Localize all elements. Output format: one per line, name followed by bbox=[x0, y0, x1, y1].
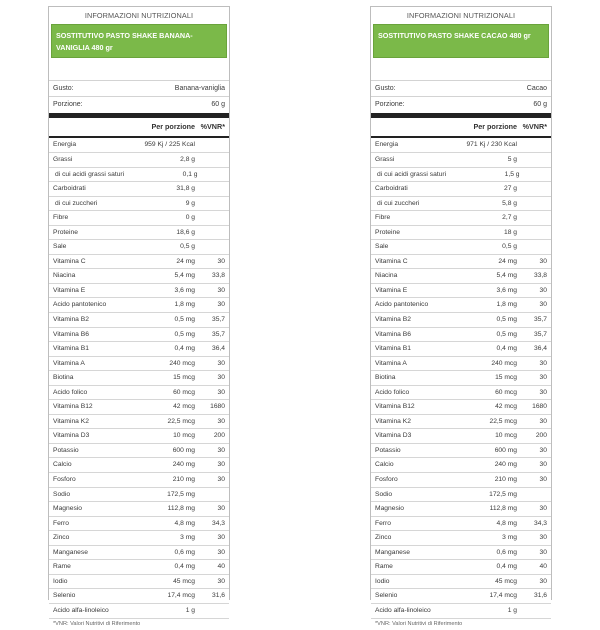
nutrient-value: 10 mcg bbox=[495, 432, 517, 440]
nutrient-name: Acido folico bbox=[375, 388, 410, 396]
nutrient-row bbox=[49, 255, 229, 270]
nutrient-name: Iodio bbox=[375, 577, 390, 585]
nutrient-name: Magnesio bbox=[375, 505, 404, 513]
porzione-label: Porzione: bbox=[53, 101, 83, 108]
nutrient-vnr: 30 bbox=[217, 534, 225, 542]
nutrient-name: Fosforo bbox=[53, 476, 76, 484]
nutrient-vnr: 30 bbox=[217, 374, 225, 382]
nutrient-name: di cui acidi grassi saturi bbox=[377, 170, 447, 178]
nutrient-value: 0,5 g bbox=[180, 243, 195, 251]
col-per-porzione: Per porzione bbox=[151, 122, 195, 131]
nutrient-value: 18,6 g bbox=[176, 228, 195, 236]
nutrient-value: 24 mg bbox=[498, 257, 517, 265]
nutrient-vnr: 36,4 bbox=[211, 345, 225, 353]
nutrient-name: Acido folico bbox=[53, 388, 88, 396]
column-header bbox=[49, 118, 229, 138]
nutrient-value: 240 mcg bbox=[169, 359, 195, 367]
nutrient-name: Vitamina E bbox=[53, 286, 86, 294]
nutrient-value: 0,5 mg bbox=[496, 330, 517, 338]
nutrient-value: 31,8 g bbox=[176, 185, 195, 193]
nutrient-value: 2,7 g bbox=[502, 214, 517, 222]
nutrient-name: Magnesio bbox=[53, 505, 82, 513]
column-header bbox=[371, 118, 551, 138]
nutrient-value: 1,8 mg bbox=[496, 301, 517, 309]
nutrient-value: 3,6 mg bbox=[496, 286, 517, 294]
nutrient-row bbox=[371, 342, 551, 357]
nutrient-row bbox=[49, 211, 229, 226]
nutrient-vnr: 36,4 bbox=[533, 345, 547, 353]
nutrient-vnr: 30 bbox=[217, 417, 225, 425]
nutrient-vnr: 35,7 bbox=[533, 316, 547, 324]
nutrient-vnr: 34,3 bbox=[533, 519, 547, 527]
nutrient-name: Vitamina C bbox=[375, 257, 408, 265]
nutrient-name: Calcio bbox=[375, 461, 394, 469]
nutrient-row bbox=[49, 517, 229, 532]
nutrient-row bbox=[49, 182, 229, 197]
porzione-value: 60 g bbox=[533, 101, 547, 108]
nutrient-vnr bbox=[198, 168, 230, 182]
nutrient-name: Vitamina E bbox=[375, 286, 408, 294]
nutrient-row bbox=[49, 357, 229, 372]
nutrient-value: 0,5 g bbox=[502, 243, 517, 251]
nutrient-row bbox=[49, 197, 229, 212]
nutrient-vnr bbox=[517, 488, 551, 502]
gusto-row bbox=[49, 80, 229, 96]
nutrient-value: 3 mg bbox=[180, 534, 195, 542]
nutrient-value: 240 mcg bbox=[491, 359, 517, 367]
nutrient-row bbox=[49, 269, 229, 284]
nutrient-value: 0,1 g bbox=[182, 170, 198, 178]
nutrient-row bbox=[371, 371, 551, 386]
nutrient-row bbox=[371, 269, 551, 284]
nutrient-value: 0,5 mg bbox=[174, 330, 195, 338]
nutrient-vnr: 31,6 bbox=[533, 592, 547, 600]
nutrient-row bbox=[371, 473, 551, 488]
nutrient-name: Proteine bbox=[375, 228, 400, 236]
nutrition-panel-cacao bbox=[370, 6, 552, 627]
nutrient-vnr: 30 bbox=[539, 577, 547, 585]
nutrient-vnr: 30 bbox=[217, 446, 225, 454]
nutrient-row bbox=[49, 604, 229, 619]
nutrient-value: 9 g bbox=[185, 199, 195, 207]
nutrient-row bbox=[371, 240, 551, 255]
nutrient-vnr: 35,7 bbox=[211, 330, 225, 338]
nutrient-row bbox=[371, 546, 551, 561]
nutrient-value: 1,5 g bbox=[504, 170, 520, 178]
nutrient-value: 22,5 mcg bbox=[167, 417, 195, 425]
nutrient-row bbox=[49, 298, 229, 313]
nutrient-name: Ferro bbox=[53, 519, 69, 527]
nutrient-vnr bbox=[517, 182, 551, 196]
nutrient-name: Potassio bbox=[53, 446, 79, 454]
nutrient-row bbox=[371, 168, 551, 183]
col-per-porzione: Per porzione bbox=[473, 122, 517, 131]
nutrient-name: Energia bbox=[375, 141, 399, 148]
nutrient-vnr bbox=[195, 226, 229, 240]
nutrient-row bbox=[371, 575, 551, 590]
nutrient-value: 112,8 mg bbox=[167, 505, 195, 513]
nutrient-vnr: 40 bbox=[217, 563, 225, 571]
nutrient-value: 15 mcg bbox=[173, 374, 195, 382]
nutrient-name: Vitamina B2 bbox=[375, 316, 411, 324]
nutrient-vnr: 30 bbox=[539, 388, 547, 396]
nutrient-row bbox=[49, 342, 229, 357]
nutrient-vnr: 30 bbox=[539, 417, 547, 425]
nutrient-vnr: 30 bbox=[217, 388, 225, 396]
nutrient-row bbox=[371, 502, 551, 517]
nutrient-name: Proteine bbox=[53, 228, 78, 236]
nutrient-vnr bbox=[517, 153, 551, 167]
nutrient-rows bbox=[49, 138, 229, 619]
col-vnr: %VNR* bbox=[522, 122, 547, 131]
nutrient-name: Ferro bbox=[375, 519, 391, 527]
nutrient-value: 1 g bbox=[185, 606, 195, 614]
nutrient-value: 27 g bbox=[503, 185, 517, 193]
nutrient-value: 0,4 mg bbox=[174, 345, 195, 353]
nutrient-row bbox=[371, 429, 551, 444]
nutrient-name: Carboidrati bbox=[53, 185, 86, 193]
nutrient-vnr: 30 bbox=[539, 301, 547, 309]
nutrient-row bbox=[371, 589, 551, 604]
porzione-row bbox=[371, 96, 551, 118]
nutrient-name: Rame bbox=[375, 563, 393, 571]
nutrient-row bbox=[49, 168, 229, 183]
nutrient-value: 172,5 mg bbox=[167, 490, 195, 498]
porzione-value: 60 g bbox=[211, 101, 225, 108]
nutrient-vnr bbox=[195, 604, 229, 618]
product-title: SOSTITUTIVO PASTO SHAKE CACAO 480 gr bbox=[373, 24, 549, 58]
nutrient-name: Grassi bbox=[375, 156, 395, 163]
nutrient-name: di cui acidi grassi saturi bbox=[55, 170, 125, 178]
nutrient-name: Vitamina C bbox=[53, 257, 86, 265]
nutrient-name: Fibre bbox=[375, 214, 391, 222]
nutrient-row bbox=[371, 604, 551, 619]
nutrient-value: 0,6 mg bbox=[496, 548, 517, 556]
nutrient-vnr: 40 bbox=[539, 563, 547, 571]
nutrient-value: 0,4 mg bbox=[496, 345, 517, 353]
nutrient-name: Fibre bbox=[53, 214, 69, 222]
nutrient-vnr: 30 bbox=[539, 476, 547, 484]
nutrient-vnr: 1680 bbox=[532, 403, 547, 411]
nutrient-vnr bbox=[517, 197, 551, 211]
nutrient-vnr bbox=[195, 211, 229, 225]
nutrient-row bbox=[371, 197, 551, 212]
nutrient-value: 17,4 mcg bbox=[167, 592, 195, 600]
nutrient-name: Vitamina B6 bbox=[375, 330, 411, 338]
nutrient-name: Selenio bbox=[375, 592, 398, 600]
nutrient-row bbox=[371, 560, 551, 575]
nutrient-row bbox=[49, 589, 229, 604]
nutrient-value: 3,6 mg bbox=[174, 286, 195, 294]
nutrient-value: 0,4 mg bbox=[496, 563, 517, 571]
nutrient-row bbox=[371, 182, 551, 197]
nutrient-vnr: 30 bbox=[539, 461, 547, 469]
nutrient-value: 959 Kj / 225 Kcal bbox=[144, 141, 195, 148]
nutrient-vnr bbox=[195, 153, 229, 167]
nutrient-value: 5,4 mg bbox=[174, 272, 195, 280]
nutrient-value: 2,8 g bbox=[180, 156, 195, 163]
nutrient-name: Selenio bbox=[53, 592, 76, 600]
nutrient-value: 210 mg bbox=[494, 476, 517, 484]
nutrient-name: Acido pantotenico bbox=[53, 301, 107, 309]
nutrient-vnr bbox=[520, 168, 552, 182]
nutrient-vnr bbox=[195, 488, 229, 502]
nutrient-row bbox=[371, 153, 551, 168]
nutrient-name: Vitamina B2 bbox=[53, 316, 89, 324]
nutrient-value: 15 mcg bbox=[495, 374, 517, 382]
nutrient-value: 600 mg bbox=[494, 446, 517, 454]
nutrient-row bbox=[49, 153, 229, 168]
nutrient-row bbox=[49, 313, 229, 328]
nutrient-name: Iodio bbox=[53, 577, 68, 585]
nutrient-vnr: 200 bbox=[213, 432, 225, 440]
nutrient-value: 0 g bbox=[185, 214, 195, 222]
nutrient-row bbox=[49, 328, 229, 343]
nutrient-value: 0,5 mg bbox=[174, 316, 195, 324]
nutrient-vnr: 30 bbox=[217, 577, 225, 585]
nutrient-name: Vitamina D3 bbox=[53, 432, 90, 440]
nutrient-vnr: 33,8 bbox=[533, 272, 547, 280]
nutrient-value: 42 mcg bbox=[173, 403, 195, 411]
nutrient-row bbox=[49, 560, 229, 575]
nutrient-vnr: 1680 bbox=[210, 403, 225, 411]
nutrient-row bbox=[371, 444, 551, 459]
nutrition-panel-banana bbox=[48, 6, 230, 627]
nutrient-value: 45 mcg bbox=[173, 577, 195, 585]
nutrient-row bbox=[49, 488, 229, 503]
nutrient-vnr bbox=[517, 240, 551, 254]
nutrient-value: 18 g bbox=[503, 228, 517, 236]
nutrient-vnr bbox=[195, 182, 229, 196]
nutrient-row bbox=[49, 284, 229, 299]
gusto-label: Gusto: bbox=[375, 85, 396, 92]
nutrient-vnr: 30 bbox=[539, 505, 547, 513]
nutrient-name: Sodio bbox=[53, 490, 71, 498]
porzione-row bbox=[49, 96, 229, 118]
nutrient-row bbox=[371, 386, 551, 401]
nutrient-name: Vitamina B1 bbox=[375, 345, 411, 353]
nutrient-value: 112,8 mg bbox=[489, 505, 517, 513]
nutrient-vnr: 30 bbox=[217, 548, 225, 556]
nutrient-value: 172,5 mg bbox=[489, 490, 517, 498]
nutrient-name: Vitamina B6 bbox=[53, 330, 89, 338]
nutrient-vnr: 34,3 bbox=[211, 519, 225, 527]
nutrient-row bbox=[371, 531, 551, 546]
nutrient-row bbox=[49, 502, 229, 517]
nutrient-vnr bbox=[517, 138, 551, 152]
nutrient-name: Niacina bbox=[375, 272, 398, 280]
nutrient-row bbox=[49, 458, 229, 473]
nutrient-name: Vitamina D3 bbox=[375, 432, 412, 440]
nutrient-value: 22,5 mcg bbox=[489, 417, 517, 425]
nutrient-value: 240 mg bbox=[494, 461, 517, 469]
nutrient-name: Acido alfa-linoleico bbox=[53, 606, 109, 614]
nutrient-vnr: 30 bbox=[539, 374, 547, 382]
nutrient-name: Vitamina A bbox=[375, 359, 407, 367]
col-vnr: %VNR* bbox=[200, 122, 225, 131]
nutrient-value: 0,6 mg bbox=[174, 548, 195, 556]
gusto-row bbox=[371, 80, 551, 96]
nutrient-name: Manganese bbox=[53, 548, 88, 556]
nutrient-value: 3 mg bbox=[502, 534, 517, 542]
nutrient-row bbox=[49, 386, 229, 401]
nutrient-value: 210 mg bbox=[172, 476, 195, 484]
nutrient-rows bbox=[371, 138, 551, 619]
nutrient-value: 24 mg bbox=[176, 257, 195, 265]
panel-header: INFORMAZIONI NUTRIZIONALI bbox=[84, 11, 194, 20]
nutrient-vnr: 30 bbox=[539, 534, 547, 542]
nutrient-name: Energia bbox=[53, 141, 77, 148]
nutrient-name: Sodio bbox=[375, 490, 393, 498]
nutrient-vnr: 30 bbox=[217, 286, 225, 294]
nutrient-name: Sale bbox=[375, 243, 389, 251]
nutrient-row bbox=[371, 138, 551, 153]
nutrient-value: 600 mg bbox=[172, 446, 195, 454]
nutrient-value: 0,5 mg bbox=[496, 316, 517, 324]
nutrient-row bbox=[49, 240, 229, 255]
nutrient-value: 1,8 mg bbox=[174, 301, 195, 309]
nutrient-row bbox=[371, 488, 551, 503]
nutrient-vnr bbox=[195, 138, 229, 152]
nutrient-vnr: 30 bbox=[217, 257, 225, 265]
nutrient-row bbox=[371, 211, 551, 226]
nutrient-row bbox=[371, 255, 551, 270]
nutrient-value: 45 mcg bbox=[495, 577, 517, 585]
nutrient-value: 0,4 mg bbox=[174, 563, 195, 571]
nutrient-row bbox=[49, 371, 229, 386]
gusto-label: Gusto: bbox=[53, 85, 74, 92]
nutrient-name: Calcio bbox=[53, 461, 72, 469]
nutrient-row bbox=[371, 284, 551, 299]
nutrient-vnr: 35,7 bbox=[211, 316, 225, 324]
nutrient-vnr: 30 bbox=[217, 476, 225, 484]
nutrient-row bbox=[49, 531, 229, 546]
nutrient-name: Acido pantotenico bbox=[375, 301, 429, 309]
panel-header: INFORMAZIONI NUTRIZIONALI bbox=[406, 11, 516, 20]
nutrient-name: Manganese bbox=[375, 548, 410, 556]
nutrient-name: Vitamina B12 bbox=[375, 403, 415, 411]
nutrient-row bbox=[49, 415, 229, 430]
footnote: *VNR: Valori Nutritivi di Riferimento bbox=[375, 620, 463, 627]
nutrient-vnr: 35,7 bbox=[533, 330, 547, 338]
nutrient-vnr: 30 bbox=[217, 301, 225, 309]
nutrient-value: 60 mcg bbox=[495, 388, 517, 396]
nutrient-value: 5,8 g bbox=[502, 199, 517, 207]
nutrient-vnr bbox=[517, 211, 551, 225]
nutrient-value: 5 g bbox=[507, 156, 517, 163]
nutrient-row bbox=[371, 328, 551, 343]
nutrient-vnr: 30 bbox=[539, 257, 547, 265]
nutrient-name: Zinco bbox=[53, 534, 70, 542]
nutrient-name: Acido alfa-linoleico bbox=[375, 606, 431, 614]
nutrient-row bbox=[49, 226, 229, 241]
nutrient-vnr: 200 bbox=[535, 432, 547, 440]
nutrient-value: 1 g bbox=[507, 606, 517, 614]
nutrient-name: Vitamina A bbox=[53, 359, 85, 367]
nutrient-value: 42 mcg bbox=[495, 403, 517, 411]
nutrient-vnr bbox=[517, 604, 551, 618]
nutrient-row bbox=[371, 517, 551, 532]
nutrient-row bbox=[371, 313, 551, 328]
nutrient-row bbox=[371, 226, 551, 241]
nutrient-name: Biotina bbox=[375, 374, 396, 382]
nutrient-name: Biotina bbox=[53, 374, 74, 382]
nutrient-row bbox=[49, 473, 229, 488]
gusto-value: Banana-vaniglia bbox=[174, 85, 225, 92]
nutrient-name: Potassio bbox=[375, 446, 401, 454]
nutrient-row bbox=[49, 444, 229, 459]
nutrient-vnr: 30 bbox=[217, 505, 225, 513]
nutrient-vnr: 30 bbox=[217, 359, 225, 367]
nutrient-name: Vitamina B1 bbox=[53, 345, 89, 353]
nutrient-value: 4,8 mg bbox=[174, 519, 195, 527]
nutrient-row bbox=[371, 298, 551, 313]
nutrient-row bbox=[371, 458, 551, 473]
nutrient-vnr: 33,8 bbox=[211, 272, 225, 280]
nutrient-vnr: 31,6 bbox=[211, 592, 225, 600]
nutrient-name: Carboidrati bbox=[375, 185, 408, 193]
nutrient-row bbox=[49, 575, 229, 590]
nutrient-vnr: 30 bbox=[539, 548, 547, 556]
nutrient-name: Rame bbox=[53, 563, 71, 571]
porzione-label: Porzione: bbox=[375, 101, 405, 108]
nutrient-vnr bbox=[517, 226, 551, 240]
nutrient-row bbox=[371, 415, 551, 430]
nutrient-row bbox=[49, 546, 229, 561]
nutrient-vnr: 30 bbox=[539, 359, 547, 367]
nutrient-row bbox=[49, 138, 229, 153]
nutrient-name: Vitamina K2 bbox=[53, 417, 89, 425]
nutrient-value: 60 mcg bbox=[173, 388, 195, 396]
nutrient-row bbox=[49, 429, 229, 444]
product-title: SOSTITUTIVO PASTO SHAKE BANANA-VANIGLIA 480 gr bbox=[51, 24, 227, 58]
nutrient-name: Sale bbox=[53, 243, 67, 251]
nutrient-name: Niacina bbox=[53, 272, 76, 280]
nutrient-name: di cui zuccheri bbox=[55, 199, 98, 207]
nutrient-value: 971 Kj / 230 Kcal bbox=[466, 141, 517, 148]
nutrient-row bbox=[371, 400, 551, 415]
nutrient-name: Zinco bbox=[375, 534, 392, 542]
nutrient-row bbox=[49, 400, 229, 415]
nutrient-vnr: 30 bbox=[539, 286, 547, 294]
nutrient-vnr: 30 bbox=[217, 461, 225, 469]
nutrient-name: Vitamina K2 bbox=[375, 417, 411, 425]
gusto-value: Cacao bbox=[526, 85, 547, 92]
nutrient-name: Fosforo bbox=[375, 476, 398, 484]
nutrient-value: 17,4 mcg bbox=[489, 592, 517, 600]
nutrient-value: 4,8 mg bbox=[496, 519, 517, 527]
nutrient-row bbox=[371, 357, 551, 372]
nutrient-name: Grassi bbox=[53, 156, 73, 163]
nutrient-value: 10 mcg bbox=[173, 432, 195, 440]
nutrient-name: Vitamina B12 bbox=[53, 403, 93, 411]
nutrient-name: di cui zuccheri bbox=[377, 199, 420, 207]
nutrient-vnr bbox=[195, 197, 229, 211]
footnote: *VNR: Valori Nutritivi di Riferimento bbox=[53, 620, 141, 627]
nutrient-vnr: 30 bbox=[539, 446, 547, 454]
nutrient-vnr bbox=[195, 240, 229, 254]
nutrient-value: 240 mg bbox=[172, 461, 195, 469]
nutrient-value: 5,4 mg bbox=[496, 272, 517, 280]
